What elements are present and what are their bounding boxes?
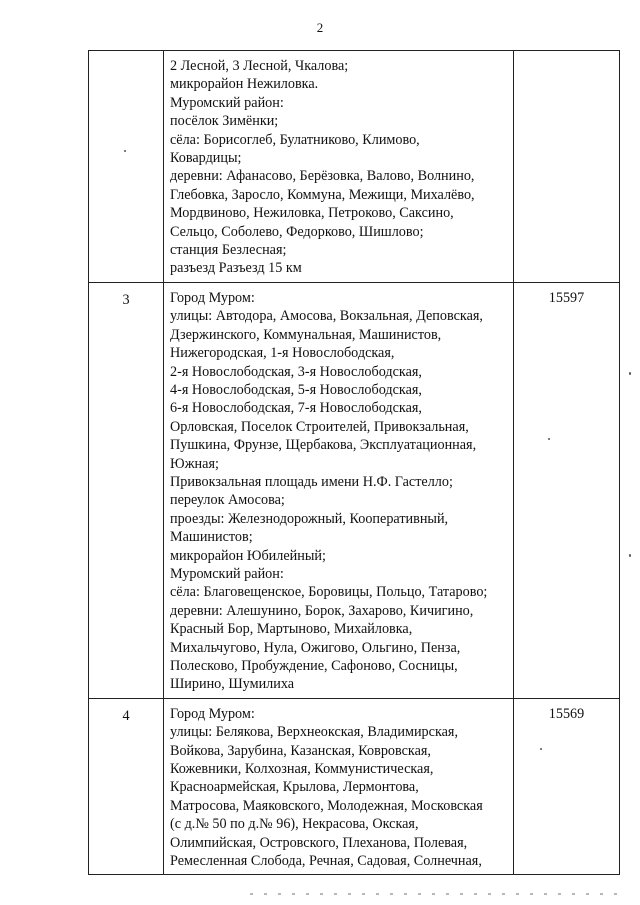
row-count: 15597 [548,289,585,306]
description-line: Город Муром: [170,705,255,722]
row-count-cell [514,698,620,875]
description-line: сёла: Благовещенское, Боровицы, Польцо, Татарово; [170,584,488,601]
description-line: проезды: Железнодорожный, Кооперативный, [170,510,449,527]
row-number: 3 [122,291,130,308]
description-line: Красноармейская, Крылова, Лермонтова, [170,779,419,796]
description-line: Мордвиново, Нежиловка, Петроково, Саксино, [170,205,454,222]
scan-speck [548,438,550,440]
row-description-cell [164,51,514,283]
description-line: Полесково, Пробуждение, Сафоново, Сосницы, [170,658,458,674]
scan-speck [629,554,631,557]
row-count: 15569 [548,705,585,722]
description-line: 2-я Новослободская, 3-я Новослободская, [170,363,422,380]
description-line: микрорайон Нежиловка. [170,76,319,93]
scan-speck [124,150,126,152]
description-line: Орловская, Поселок Строителей, Привокзальная, [170,418,469,435]
row-description-cell [164,282,514,698]
scan-speck [629,372,631,375]
table-row [89,698,620,875]
description-line: Город Муром: [170,289,255,306]
description-line: Машинистов; [170,529,253,546]
description-line: Олимпийская, Островского, Плеханова, Полевая, [170,834,468,851]
description-line: Кожевники, Колхозная, Коммунистическая, [170,761,434,778]
description-line: Южная; [170,455,219,472]
description-line: 6-я Новослободская, 7-я Новослободская, [170,400,422,417]
description-line: Михальчугово, Нула, Ожигово, Ольгино, Пенза, [170,639,461,656]
district-table [88,50,620,875]
table-row [89,282,620,698]
description-line: Пушкина, Фрунзе, Щербакова, Эксплуатационная, [170,437,477,454]
row-number-cell [89,282,164,698]
description-line: 2 Лесной, 3 Лесной, Чкалова; [170,58,349,74]
description-line: Нижегородская, 1-я Новослободская, [170,345,395,362]
scan-speck [540,748,542,750]
row-count-cell [514,282,620,698]
description-line: Привокзальная площадь имени Н.Ф. Гастелло; [170,473,453,490]
description-line: разъезд Разъезд 15 км [170,260,302,277]
description-line: микрорайон Юбилейный; [170,547,326,564]
description-line: Муромский район: [170,94,284,111]
row-number: 4 [122,707,130,724]
description-line: посёлок Зимёнки; [170,113,279,130]
description-line: Красный Бор, Мартыново, Михайловка, [170,621,413,638]
description-line: 4-я Новослободская, 5-я Новослободская, [170,381,422,398]
description-line: Ковардицы; [170,150,242,167]
description-line: Ремесленная Слобода, Речная, Садовая, Солнечная, [170,853,482,870]
description-line: сёла: Борисоглеб, Булатниково, Климово, [170,131,420,148]
description-line: (с д.№ 50 по д.№ 96), Некрасова, Окская, [170,816,419,833]
row-number-cell [89,51,164,283]
description-line: деревни: Алешунино, Борок, Захарово, Кичигино, [170,602,474,619]
description-line: станция Безлесная; [170,242,287,259]
description-line: Глебовка, Заросло, Коммуна, Межищи, Михалёво, [170,186,475,203]
row-description-cell [164,698,514,875]
description-line: улицы: Автодора, Амосова, Вокзальная, Деповская, [170,308,483,325]
description-line: Войкова, Зарубина, Казанская, Ковровская, [170,742,431,759]
description-line: Сельцо, Соболево, Федорково, Шишлово; [170,223,424,240]
description-line: Матросова, Маяковского, Молодежная, Московская [170,797,483,814]
description-line: улицы: Белякова, Верхнеокская, Владимирская, [170,724,458,741]
description-line: Дзержинского, Коммунальная, Машинистов, [170,326,442,343]
scan-noise [250,893,620,895]
description-line: Муромский район: [170,565,284,582]
description-line: Ширино, Шумилиха [170,676,295,693]
row-number [95,57,157,59]
description-line: деревни: Афанасово, Берёзовка, Валово, Волнино, [170,168,475,185]
row-count-cell [514,51,620,283]
table-row [89,51,620,283]
description-line: переулок Амосова; [170,492,285,509]
row-number-cell [89,698,164,875]
page-number: 2 [316,20,324,35]
